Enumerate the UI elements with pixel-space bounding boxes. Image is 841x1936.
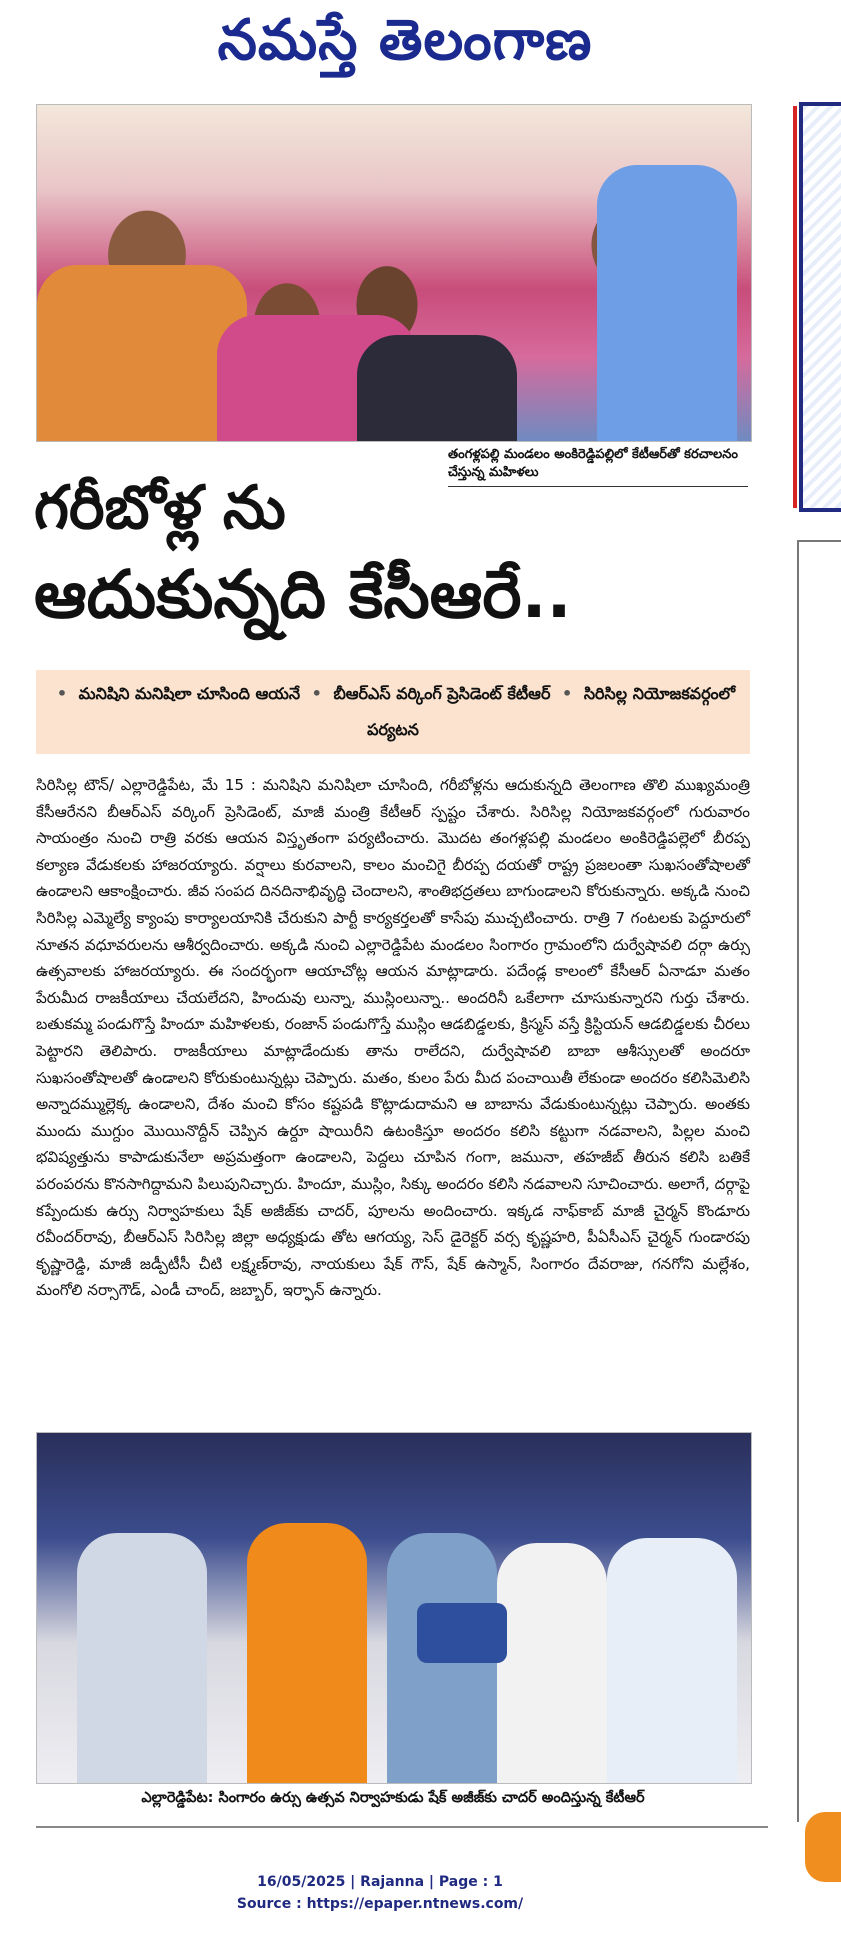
footer-date-line: 16/05/2025 | Rajanna | Page : 1 (257, 1874, 503, 1890)
chadar-gift (417, 1603, 507, 1663)
person-figure (497, 1543, 607, 1783)
highlights-box (36, 670, 750, 754)
highlight-item: మనిషిని మనిషిలా చూసింది ఆయనే (78, 684, 301, 703)
highlight-item: బీఆర్‌ఎస్ వర్కింగ్ ప్రెసిడెంట్ కేటీఆర్ (333, 684, 551, 703)
crowd-figure (37, 265, 247, 442)
crowd-figure (357, 335, 517, 442)
adjacent-photo-fragment (805, 1812, 841, 1882)
top-photo-caption: తంగళ్లపల్లి మండలం అంకిరెడ్డిపల్లిలో కేటీఆర్‌తో కరచాలనం చేస్తున్న మహిళలు (448, 447, 738, 480)
divider (36, 1826, 768, 1828)
adjacent-article-edge (799, 102, 841, 512)
page-footer (0, 1872, 760, 1914)
bullet-icon: • (562, 684, 573, 703)
bullet-icon: • (311, 684, 322, 703)
adjacent-column-edge (797, 540, 841, 1822)
headline-line-1: గరీబోళ్ల ను (34, 473, 286, 543)
leader-figure (597, 165, 737, 441)
person-figure (247, 1523, 367, 1783)
bottom-photo-caption: ఎల్లారెడ్డిపేట: సింగారం ఉర్సు ఉత్సవ నిర్వాహకుడు షేక్ అజీజ్‌కు చాదర్ అందిస్తున్న కేటీఆర్ (141, 1790, 645, 1806)
bottom-photo (36, 1432, 752, 1784)
masthead-title: నమస్తే తెలంగాణ (217, 8, 593, 73)
headline-line-2: ఆదుకున్నది కేసీఆరే.. (34, 556, 572, 633)
footer-source-link[interactable]: Source : https://epaper.ntnews.com/ (236, 1896, 524, 1912)
highlight-item: సిరిసిల్ల నియోజకవర్గంలో పర్యటన (367, 684, 736, 739)
bullet-icon: • (56, 684, 68, 703)
person-figure (77, 1533, 207, 1783)
red-border (793, 106, 797, 508)
top-photo (36, 104, 752, 442)
person-figure (607, 1538, 737, 1783)
article-body: సిరిసిల్ల టౌన్/ ఎల్లారెడ్డిపేట, మే 15 : మనిషిని మనిషిలా చూసింది, గరీబోళ్లను ఆదుకున్నది తెలంగాణ తొలి ముఖ్యమంత్రి కేసీఆరేనని బీఆర్‌ఎస్ వర్కింగ్ ప్రెసిడెంట్, మాజీ మంత్రి కేటీఆర్ స్పష్టం చేశారు. సిరిసిల్ల నియోజకవర్గంలో గురువారం సాయంత్రం నుంచి రాత్రి వరకు ఆయన విస్తృతంగా పర్యటించారు. మొదట తంగళ్లపల్లి మండలం అంకిరెడ్డిపల్లెలో బీరప్ప కల్యాణ వేడుకలకు హాజరయ్యారు. వర్షాలు కురవాలని, కాలం మంచిగై బీరప్ప దయతో రాష్ట్ర ప్రజలంతా సుఖసంతోషాలతో ఉండాలని ఆకాంక్షించారు. జీవ సంపద దినదినాభివృద్ధి చెందాలని, శాంతిభద్రతలు బాగుండాలని కోరుకున్నారు. అక్కడి నుంచి సిరిసిల్ల ఎమ్మెల్యే క్యాంపు కార్యాలయానికి చేరుకుని పార్టీ కార్యకర్తలతో కాసేపు ముచ్చటించారు. రాత్రి 7 గంటలకు పెద్దూరులో నూతన వధూవరులను ఆశీర్వదించారు. అక్కడి నుంచి ఎల్లారెడ్డిపేట మండలం సింగారం గ్రామంలోని దుర్వేషావలి దర్గా ఉర్సు ఉత్సవాలకు హాజరయ్యారు. ఈ సందర్భంగా ఆయాచోట్ల ఆయన మాట్లాడారు. పదేండ్ల కాలంలో కేసీఆర్ ఏనాడూ మతం పేరుమీద రాజకీయాలు చేయలేదని, హిందువు లున్నా, ముస్లింలున్నా.. అందరినీ ఒకేలాగా చూసుకున్నారని గుర్తు చేశారు. బతుకమ్మ పండుగొస్తే హిందూ మహిళలకు, రంజాన్ పండుగొస్తే ముస్లిం ఆడబిడ్డలకు, క్రిస్మస్ వస్తే క్రిస్టియన్ ఆడబిడ్డలకు చీరలు పెట్టారని తెలిపారు. రాజకీయాలు మాట్లాడేందుకు తాను రాలేదని, దుర్వేషావలి బాబా ఆశీస్సులతో అందరూ సుఖసంతోషాలతో ఉండాలని కోరుకుంటున్నట్లు చెప్పారు. మతం, కులం పేరు మీద పంచాయితీ లేకుండా అందరం కలిసిమెలిసి అన్నాదమ్ముల్లెక్క ఉండాలని, దేశం మంచి కోసం కష్టపడి కొట్లాడుదామని ఆ బాబాను వేడుకుంటున్నట్లు చెప్పారు. అంతకు ముందు ముగ్దుం మొయినొద్దీన్ చెప్పిన ఉర్దూ షాయిరీని ఉటంకిస్తూ అందరం కలిసి కట్టుగా నడవాలని, పిల్లల మంచి భవిష్యత్తును కాపాడుకునేలా అప్రమత్తంగా ఉండాలని, పెద్దలు చూపిన గంగా, జమునా, తహజీబ్ తీరున కలిసి బతికే పరంపరను కొనసాగిద్దామని పిలుపునిచ్చారు. హిందూ, ముస్లిం, సిక్కు అందరం కలిసి నడవాలని సూచించారు. అలాగే, దర్గాపై కప్పేందుకు ఉర్సు నిర్వాహకులు షేక్ అజీజ్‌కు చాదర్, పూలను అందించారు. ఇక్కడ నాఫ్‌కాబ్ మాజీ చైర్మన్ కొండూరు రవీందర్‌రావు, బీఆర్‌ఎస్ సిరిసిల్ల జిల్లా అధ్యక్షుడు తోట ఆగయ్య, సెస్ డైరెక్టర్ వర్స కృష్ణహరి, పీఏసీఎస్ చైర్మన్ గుండారపు కృష్ణారెడ్డి, మాజీ జడ్పీటీసీ చీటి లక్ష్మణ్‌రావు, నాయకులు షేక్ గౌస్, షేక్ ఉస్మాన్, సింగారం దేవరాజు, గనగోని మల్లేశం, మంగోలి నర్సాగౌడ్, ఎండీ చాంద్, జబ్బార్, ఇర్ఫాన్ ఉన్నారు. (36, 776, 750, 1300)
